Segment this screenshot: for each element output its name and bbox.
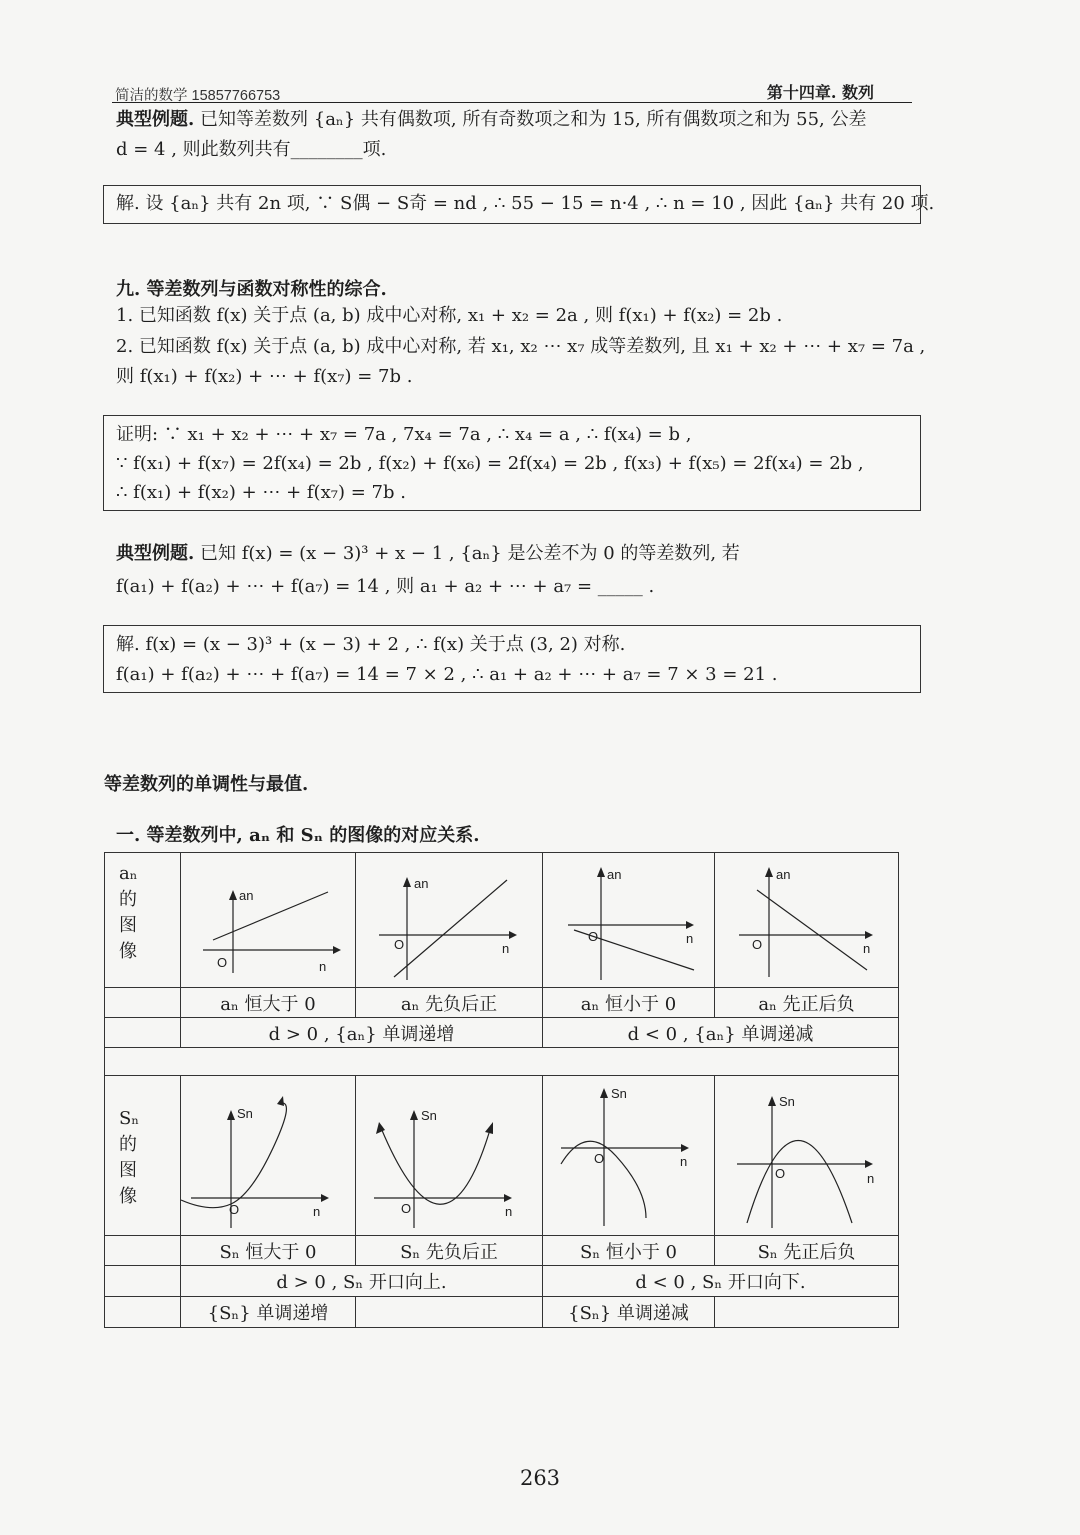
axis-label-n: n (505, 1204, 513, 1219)
example1-line2: d = 4 , 则此数列共有________项. (116, 139, 387, 160)
example2-line2: f(a₁) + f(a₂) + ⋯ + f(a₇) = 14 , 则 a₁ + a₂ + ⋯ + a₇ = _____ . (116, 576, 655, 597)
solution1-box (103, 185, 935, 224)
origin-label: O (394, 937, 405, 952)
example1-text: 已知等差数列 {aₙ} 共有偶数项, 所有奇数项之和为 15, 所有偶数项之和为 55, 公差 (200, 109, 867, 130)
sn-opens-down: d < 0 , Sₙ 开口向下. (543, 1266, 899, 1297)
sn-curve (747, 1141, 852, 1224)
sn-caption-0: Sₙ (119, 1108, 140, 1129)
monotonic-title: 等差数列的单调性与最值. (104, 774, 309, 795)
an-increasing: d > 0 , {aₙ} 单调递增 (181, 1018, 543, 1048)
example1-line1 (116, 108, 866, 132)
an-caption-0: aₙ (119, 863, 138, 884)
sn-label-0: Sₙ 恒大于 0 (181, 1236, 356, 1266)
axis-label-sn: Sn (778, 1094, 795, 1109)
monotonic-subtitle: 一. 等差数列中, aₙ 和 Sₙ 的图像的对应关系. (116, 825, 480, 846)
sn-label-1: Sₙ 先负后正 (356, 1236, 543, 1266)
an-graph-positive (181, 853, 356, 988)
sn-monotonic-row (105, 1297, 899, 1328)
origin-label: O (229, 1202, 240, 1217)
solution2-box (103, 625, 921, 693)
chapter-title: 第十四章. 数列 (766, 83, 874, 102)
axis-label-n: n (319, 959, 327, 974)
sn-graph-neg-to-pos (356, 1076, 543, 1236)
sn-label-row (105, 1236, 899, 1266)
origin-label: O (774, 1166, 785, 1181)
example1-label: 典型例题. (116, 109, 195, 130)
graph-table (104, 852, 899, 1328)
an-label-2: aₙ 恒小于 0 (543, 988, 715, 1018)
an-positive-graph (183, 855, 353, 985)
axis-label-n: n (680, 1154, 688, 1169)
an-graph-pos-to-neg (715, 853, 899, 988)
proof-line1: 证明: ∵ x₁ + x₂ + ⋯ + x₇ = 7a , 7x₄ = 7a , ∴ x₄ = a , ∴ f(x₄) = b , (116, 424, 692, 445)
proof-line2: ∵ f(x₁) + f(x₇) = 2f(x₄) = 2b , f(x₂) + f(x₆) = 2f(x₄) = 2b , f(x₃) + f(x₅) = 2f(x₄) = 2b , (116, 453, 864, 474)
sn-opening-row (105, 1266, 899, 1297)
axis-label-sn: Sn (237, 1106, 253, 1121)
origin-label: O (594, 1151, 605, 1166)
section9-title: 九. 等差数列与函数对称性的综合. (116, 279, 387, 300)
an-caption-3: 像 (119, 941, 137, 962)
sn-caption-1: 的 (119, 1134, 137, 1155)
axis-label-n: n (862, 941, 870, 956)
example2-text: 已知 f(x) = (x − 3)³ + x − 1 , {aₙ} 是公差不为 0 的等差数列, 若 (200, 543, 740, 564)
an-line (757, 890, 867, 970)
axis-label-an: an (414, 876, 429, 891)
an-neg-to-pos-graph (359, 855, 539, 985)
axis-label-n: n (686, 931, 694, 946)
sn-graph-row (105, 1076, 899, 1236)
sn-decreasing: {Sₙ} 单调递减 (543, 1297, 715, 1328)
spacer-row (105, 1048, 899, 1076)
sn-graph-pos-to-neg (715, 1076, 899, 1236)
proof-box (103, 415, 921, 511)
an-graph-row (105, 853, 899, 988)
sn-negative-graph (546, 1078, 711, 1233)
section9-item2-line1: 2. 已知函数 f(x) 关于点 (a, b) 成中心对称, 若 x₁, x₂ ⋯ x₇ 成等差数列, 且 x₁ + x₂ + ⋯ + x₇ = 7a , (116, 336, 926, 357)
axis-label-n: n (313, 1204, 321, 1219)
sn-caption-cell (105, 1076, 181, 1236)
sn-graph-negative (543, 1076, 715, 1236)
an-caption-2: 图 (119, 915, 137, 936)
sn-label-2: Sₙ 恒小于 0 (543, 1236, 715, 1266)
origin-label: O (588, 929, 599, 944)
sn-opens-up: d > 0 , Sₙ 开口向上. (181, 1266, 543, 1297)
origin-label: O (217, 955, 228, 970)
an-graph-neg-to-pos (356, 853, 543, 988)
an-caption-cell (105, 853, 181, 988)
sn-label-3: Sₙ 先正后负 (715, 1236, 899, 1266)
solution2-line1: 解. f(x) = (x − 3)³ + (x − 3) + 2 , ∴ f(x) 关于点 (3, 2) 对称. (116, 634, 626, 655)
sn-curve (381, 1128, 489, 1204)
sn-caption-3: 像 (119, 1186, 137, 1207)
header-left: 简洁的数学 15857766753 (115, 88, 281, 104)
sn-neg-to-pos-graph (359, 1078, 539, 1233)
example2-label: 典型例题. (116, 543, 195, 564)
axis-label-an: an (775, 867, 790, 882)
an-label-3: aₙ 先正后负 (715, 988, 899, 1018)
section9-item2-line2: 则 f(x₁) + f(x₂) + ⋯ + f(x₇) = 7b . (116, 366, 413, 387)
axis-label-n: n (502, 941, 510, 956)
axis-label-n: n (866, 1171, 874, 1186)
axis-label-an: an (239, 888, 254, 903)
an-label-0: aₙ 恒大于 0 (181, 988, 356, 1018)
an-label-1: aₙ 先负后正 (356, 988, 543, 1018)
an-line (394, 880, 510, 977)
header-divider (112, 102, 912, 103)
an-pos-to-neg-graph (717, 855, 897, 985)
section9-item1: 1. 已知函数 f(x) 关于点 (a, b) 成中心对称, x₁ + x₂ = 2a , 则 f(x₁) + f(x₂) = 2b . (116, 305, 783, 326)
origin-label: O (751, 937, 762, 952)
solution1-text: 解. 设 {aₙ} 共有 2n 项, ∵ S偶 − S奇 = nd , ∴ 55 − 15 = n·4 , ∴ n = 10 , 因此 {aₙ} 共有 20 项. (116, 193, 935, 214)
axis-label-sn: Sn (611, 1086, 627, 1101)
sn-pos-to-neg-graph (717, 1078, 897, 1233)
sn-increasing: {Sₙ} 单调递增 (181, 1297, 356, 1328)
sn-positive-graph (181, 1078, 356, 1233)
page-number: 263 (519, 1466, 561, 1490)
example2-line1 (116, 542, 740, 566)
an-negative-graph (546, 855, 711, 985)
axis-label-an: an (607, 867, 622, 882)
an-graph-negative (543, 853, 715, 988)
proof-line3: ∴ f(x₁) + f(x₂) + ⋯ + f(x₇) = 7b . (116, 482, 406, 503)
an-caption-1: 的 (119, 889, 137, 910)
an-monotonic-row (105, 1018, 899, 1048)
axis-label-sn: Sn (421, 1108, 437, 1123)
solution2-line2: f(a₁) + f(a₂) + ⋯ + f(a₇) = 14 = 7 × 2 , ∴ a₁ + a₂ + ⋯ + a₇ = 7 × 3 = 21 . (116, 664, 778, 685)
sn-caption-2: 图 (119, 1160, 137, 1181)
an-label-row (105, 988, 899, 1018)
sn-graph-positive (181, 1076, 356, 1236)
origin-label: O (401, 1201, 412, 1216)
an-decreasing: d < 0 , {aₙ} 单调递减 (543, 1018, 899, 1048)
